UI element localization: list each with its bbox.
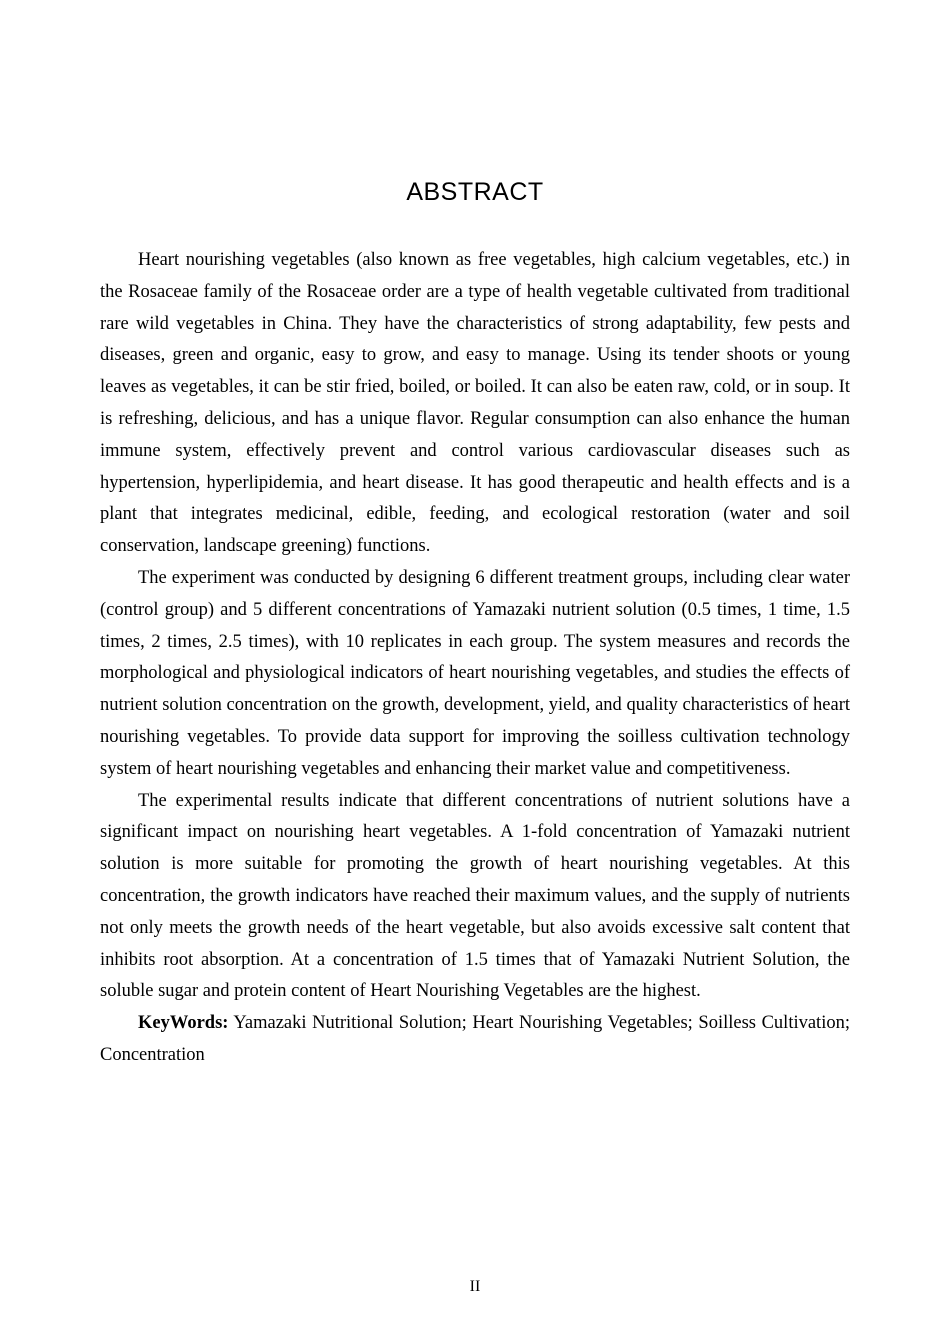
paragraph: The experiment was conducted by designing 6 different treatment groups, including clear water (control group) and 5 different concentrations of Yamazaki nutrient solution (0.5 times, 1 time, 1.5 times, 2 times, 2.5 times), with 10 replicates in each group. The system measures and records the morphological and physiological indicators of heart nourishing vegetables, and studies the effects of nutrient solution concentration on the growth, development, yield, and quality characteristics of heart nourishing vegetables. To provide data support for improving the soilless cultivation technology system of heart nourishing vegetables and enhancing their market value and competitiveness. [100, 567, 850, 779]
page-number: II [469, 1278, 481, 1295]
paragraph: Heart nourishing vegetables (also known as free vegetables, high calcium vegetables, etc.) in the Rosaceae family of the Rosaceae order are a type of health vegetable cultivated from traditional rare wild vegetables in China. They have the characteristics of strong adaptability, few pests and diseases, green and organic, easy to grow, and easy to manage. Using its tender shoots or young leaves as vegetables, it can be stir fried, boiled, or boiled. It can also be eaten raw, cold, or in soup. It is refreshing, delicious, and has a unique flavor. Regular consumption can also enhance the human immune system, effectively prevent and control various cardiovascular diseases such as hypertension, hyperlipidemia, and heart disease. It has good therapeutic and health effects and is a plant that integrates medicinal, edible, feeding, and ecological restoration (water and soil conservation, landscape greening) functions. [100, 250, 850, 557]
paragraph: The experimental results indicate that different concentrations of nutrient solutions have a significant impact on nourishing heart vegetables. A 1-fold concentration of Yamazaki nutrient solution is more suitable for promoting the growth of heart nourishing vegetables. At this concentration, the growth indicators have reached their maximum values, and the supply of nutrients not only meets the growth needs of the heart vegetable, but also avoids excessive salt content that inhibits root absorption. At a concentration of 1.5 times that of Yamazaki Nutrient Solution, the soluble sugar and protein content of Heart Nourishing Vegetables are the highest. [100, 790, 850, 1002]
page-title: ABSTRACT [406, 178, 544, 206]
abstract-body [100, 207, 850, 1072]
keywords-line [100, 1008, 850, 1072]
keywords-text: Yamazaki Nutritional Solution; Heart Nourishing Vegetables; Soilless Cultivation; Concentration [100, 1013, 850, 1065]
keywords-label: KeyWords: [138, 1013, 229, 1034]
